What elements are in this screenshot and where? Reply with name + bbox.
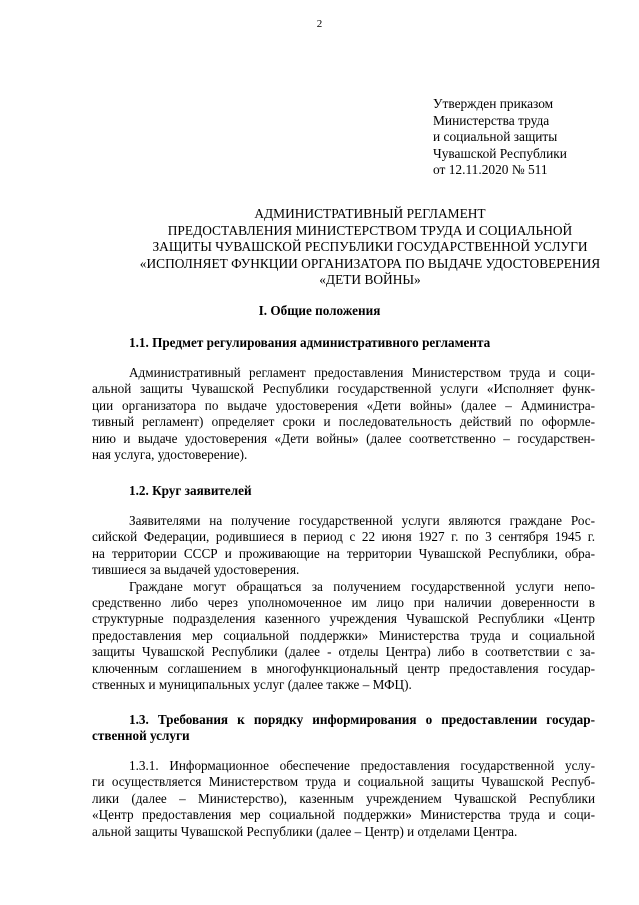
text-line: «Центр предоставления мер социальной поддержки» Министерства труда и соци- — [92, 807, 595, 823]
document-title — [70, 206, 639, 289]
text-line: альной защиты Чувашской Республики (далее – Центр) и отделами Центра. — [92, 823, 518, 839]
subsection-text — [92, 365, 595, 463]
subsection-heading — [92, 712, 595, 745]
text-line: нию и выдаче удостоверения «Дети войны» (далее соответственно – государствен- — [92, 430, 595, 446]
text-line: ключенным соглашением в многофункциональный центр предоставления государ- — [92, 660, 595, 676]
heading-line: 1.3. Требования к порядку информирования о предоставлении государ- — [129, 712, 595, 727]
approval-line: Утвержден приказом — [433, 96, 554, 111]
title-line: ЗАЩИТЫ ЧУВАШСКОЙ РЕСПУБЛИКИ ГОСУДАРСТВЕННОЙ УСЛУГИ — [152, 239, 588, 254]
text-line: Заявителями на получение государственной услуги являются граждане Рос- — [129, 513, 595, 528]
section-heading: I. Общие положения — [258, 303, 381, 318]
text-line: тившиеся за выдачей удостоверения. — [92, 562, 300, 578]
text-line: средственно либо через уполномоченное им лицо при наличии доверенности в — [92, 595, 595, 611]
title-line: «ИСПОЛНЯЕТ ФУНКЦИИ ОРГАНИЗАТОРА ПО ВЫДАЧЕ УДОСТОВЕРЕНИЯ — [139, 255, 601, 271]
text-line: Граждане могут обращаться за получением государственной услуги непо- — [129, 578, 595, 594]
subsection-text — [92, 513, 595, 693]
text-line: защиты Чувашской Республики (далее - отделы Центра) либо в соответствии с за- — [92, 644, 595, 660]
text-line: Административный регламент предоставления Министерством труда и соци- — [129, 365, 595, 380]
text-line: альной защиты Чувашской Республики государственной услуги «Исполняет функ- — [92, 381, 595, 397]
text-line: ственных и муниципальных услуг (далее также – МФЦ). — [92, 677, 412, 693]
approval-line: Чувашской Республики — [433, 145, 567, 161]
title-line: «ДЕТИ ВОЙНЫ» — [319, 272, 421, 287]
text-line: ная услуга, удостоверение). — [92, 447, 248, 463]
text-line: предоставления мер социальной поддержки» Министерства труда и социальной — [92, 627, 595, 643]
approval-line: и социальной защиты — [433, 129, 558, 144]
page-number: 2 — [316, 18, 323, 30]
text-line: сийской Федерации, родившиеся в период с 22 июня 1927 г. по 3 сентября 1945 г. — [92, 529, 595, 545]
text-line: 1.3.1. Информационное обеспечение предоставления государственной услу- — [129, 758, 595, 773]
approval-line: Министерства труда — [433, 112, 550, 128]
subsection-text — [92, 758, 595, 840]
approval-block — [433, 96, 567, 179]
approval-line: от 12.11.2020 № 511 — [433, 162, 548, 177]
text-line: структурные подразделения казенного учреждения Чувашской Республики «Центр — [92, 611, 595, 627]
subsection-heading: 1.1. Предмет регулирования административного регламента — [129, 335, 491, 350]
title-line: АДМИНИСТРАТИВНЫЙ РЕГЛАМЕНТ — [254, 206, 486, 221]
text-line: на территории СССР и проживающие на территории Чувашской Республики, обра- — [92, 545, 595, 561]
text-line: тивный регламент) определяет сроки и последовательность действий по оформле- — [92, 414, 595, 430]
text-line: ции организатора по выдаче удостоверения «Дети войны» (далее – Администра- — [92, 397, 595, 413]
text-line: лики (далее – Министерство), казенным учреждением Чувашской Республики — [92, 790, 595, 806]
subsection-heading: 1.2. Круг заявителей — [129, 483, 252, 498]
text-line: ги осуществляется Министерством труда и социальной защиты Чувашской Респуб- — [92, 774, 595, 790]
title-line: ПРЕДОСТАВЛЕНИЯ МИНИСТЕРСТВОМ ТРУДА И СОЦИАЛЬНОЙ — [167, 222, 573, 238]
heading-line: ственной услуги — [92, 728, 190, 744]
